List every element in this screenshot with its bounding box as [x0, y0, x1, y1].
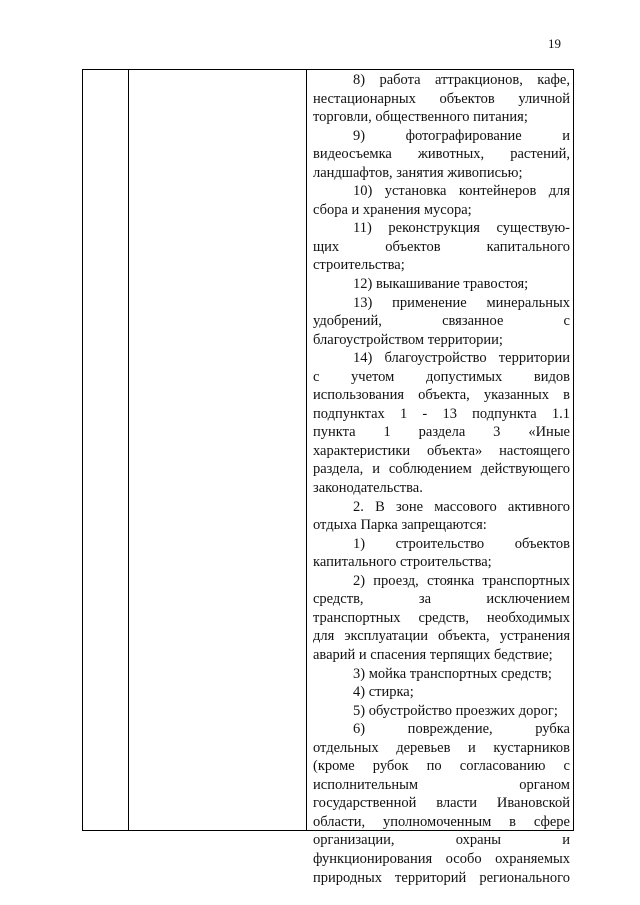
table-column-number: [83, 70, 129, 830]
text-line: 6) повреждение, рубка: [353, 721, 570, 738]
text-line: 14) благоустройство территории: [353, 350, 570, 367]
text-line: законодательства.: [313, 480, 423, 497]
text-line: нестационарных объектов уличной: [313, 90, 570, 107]
page-number: 19: [548, 36, 561, 51]
text-line: функционирования особо охраняемых: [313, 850, 570, 867]
text-line: благоустройством территории;: [313, 331, 503, 348]
text-line: средств, за исключением: [313, 591, 570, 608]
text-line: 1) строительство объектов: [353, 535, 570, 552]
text-line: удобрений, связанное с: [313, 313, 570, 330]
text-line: 5) обустройство проезжих дорог;: [353, 702, 558, 719]
text-line: для эксплуатации объекта, устранения: [313, 628, 570, 645]
text-line: капитального строительства;: [313, 554, 492, 571]
table-column-content: [307, 70, 573, 886]
text-line: характеристики объекта» настоящего: [313, 442, 570, 459]
text-line: природных территорий регионального: [313, 869, 570, 886]
text-line: отдыха Парка запрещаются:: [313, 517, 487, 534]
text-line: ландшафтов, занятия живописью;: [313, 164, 523, 181]
text-line: государственной власти Ивановской: [313, 795, 570, 812]
text-line: 12) выкашивание травостоя;: [353, 276, 529, 293]
text-line: использования объекта, указанных в: [313, 387, 570, 404]
text-line: 2) проезд, стоянка транспортных: [353, 572, 570, 589]
text-line: организации, охраны и: [313, 832, 570, 849]
text-line: 4) стирка;: [353, 684, 414, 701]
text-line: 2. В зоне массового активного: [353, 498, 570, 515]
text-line: 13) применение минеральных: [353, 294, 570, 311]
text-line: 9) фотографирование и: [353, 127, 570, 144]
text-line: 8) работа аттракционов, кафе,: [353, 72, 570, 88]
text-line: раздела, и соблюдением действующего: [313, 461, 570, 478]
text-line: аварий и спасения терпящих бедствие;: [313, 646, 553, 663]
text-line: с учетом допустимых видов: [313, 368, 570, 385]
text-line: 11) реконструкция существую-: [353, 220, 570, 237]
document-table: [82, 69, 574, 886]
text-line: торговли, общественного питания;: [313, 109, 528, 126]
text-line: транспортных средств, необходимых: [313, 609, 570, 626]
text-line: области, уполномоченным в сфере: [313, 813, 570, 830]
text-line: подпунктах 1 - 13 подпункта 1.1: [313, 405, 570, 422]
text-line: пункта 1 раздела 3 «Иные: [313, 424, 570, 441]
text-line: видеосъемка животных, растений,: [313, 146, 570, 163]
text-line: 3) мойка транспортных средств;: [353, 665, 552, 682]
text-line: 10) установка контейнеров для: [353, 183, 570, 200]
text-line: отдельных деревьев и кустарников: [313, 739, 570, 756]
text-line: щих объектов капитального: [313, 238, 570, 255]
text-line: строительства;: [313, 257, 405, 274]
text-line: сбора и хранения мусора;: [313, 201, 472, 218]
table-column-name: [129, 70, 307, 830]
text-line: исполнительным органом: [313, 776, 570, 793]
text-line: (кроме рубок по согласованию с: [313, 758, 570, 775]
